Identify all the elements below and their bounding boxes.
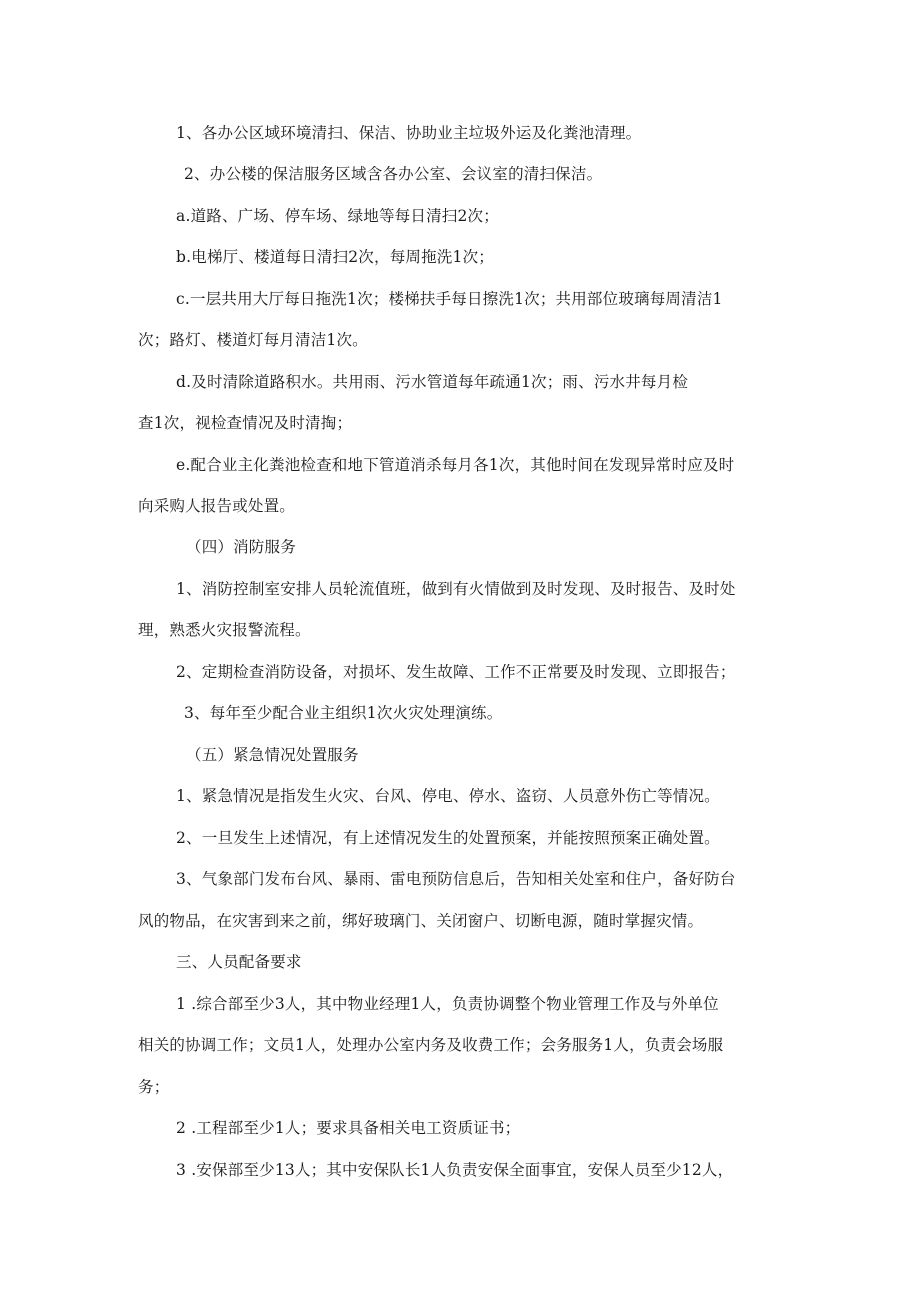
paragraph-line: 1、各办公区域环境清扫、保洁、协助业主垃圾外运及化粪池清理。: [176, 124, 642, 142]
paragraph-line: 1、消防控制室安排人员轮流值班，做到有火情做到及时发现、及时报告、及时处: [176, 580, 736, 598]
paragraph-line: e.配合业主化粪池检查和地下管道消杀每月各1次，其他时间在发现异常时应及时: [176, 456, 735, 474]
section-heading: （四）消防服务: [186, 538, 296, 556]
paragraph-line: 2、一旦发生上述情况，有上述情况发生的处置预案，并能按照预案正确处置。: [176, 829, 720, 847]
paragraph-line: 2、定期检查消防设备，对损坏、发生故障、工作不正常要及时发现、立即报告；: [176, 663, 736, 681]
paragraph-line: 次；路灯、楼道灯每月清洁1次。: [138, 331, 368, 349]
paragraph-line: 相关的协调工作；文员1人，处理办公室内务及收费工作；会务服务1人，负责会场服: [138, 1036, 724, 1054]
paragraph-line: 2 .工程部至少1人；要求具备相关电工资质证书；: [176, 1119, 521, 1137]
paragraph-line: a.道路、广场、停车场、绿地等每日清扫2次；: [176, 207, 499, 225]
paragraph-line: 务；: [138, 1078, 170, 1096]
paragraph-line: c.一层共用大厅每日拖洗1次；楼梯扶手每日擦洗1次；共用部位玻璃每周清洁1: [176, 290, 723, 308]
paragraph-line: 查1次，视检查情况及时清掏；: [138, 414, 353, 432]
paragraph-line: b.电梯厅、楼道每日清扫2次，每周拖洗1次；: [176, 248, 494, 266]
section-heading: 三、人员配备要求: [176, 953, 302, 971]
paragraph-line: 1 .综合部至少3人，其中物业经理1人，负责协调整个物业管理工作及与外单位: [176, 995, 719, 1013]
paragraph-line: 风的物品，在灾害到来之前，绑好玻璃门、关闭窗户、切断电源，随时掌握灾情。: [138, 912, 704, 930]
section-heading: （五）紧急情况处置服务: [186, 746, 359, 764]
paragraph-line: 1、紧急情况是指发生火灾、台风、停电、停水、盗窃、人员意外伤亡等情况。: [176, 787, 720, 805]
paragraph-line: d.及时清除道路积水。共用雨、污水管道每年疏通1次；雨、污水井每月检: [176, 373, 689, 391]
paragraph-line: 3、每年至少配合业主组织1次火灾处理演练。: [184, 704, 503, 722]
paragraph-line: 向采购人报告或处置。: [138, 497, 296, 515]
paragraph-line: 3、气象部门发布台风、暴雨、雷电预防信息后，告知相关处室和住户，备好防台: [176, 870, 736, 888]
paragraph-line: 2、办公楼的保洁服务区域含各办公室、会议室的清扫保洁。: [184, 165, 603, 183]
paragraph-line: 理，熟悉火灾报警流程。: [138, 621, 311, 639]
paragraph-line: 3 .安保部至少13人；其中安保队长1人负责安保全面事宜，安保人员至少12人，: [176, 1161, 734, 1179]
